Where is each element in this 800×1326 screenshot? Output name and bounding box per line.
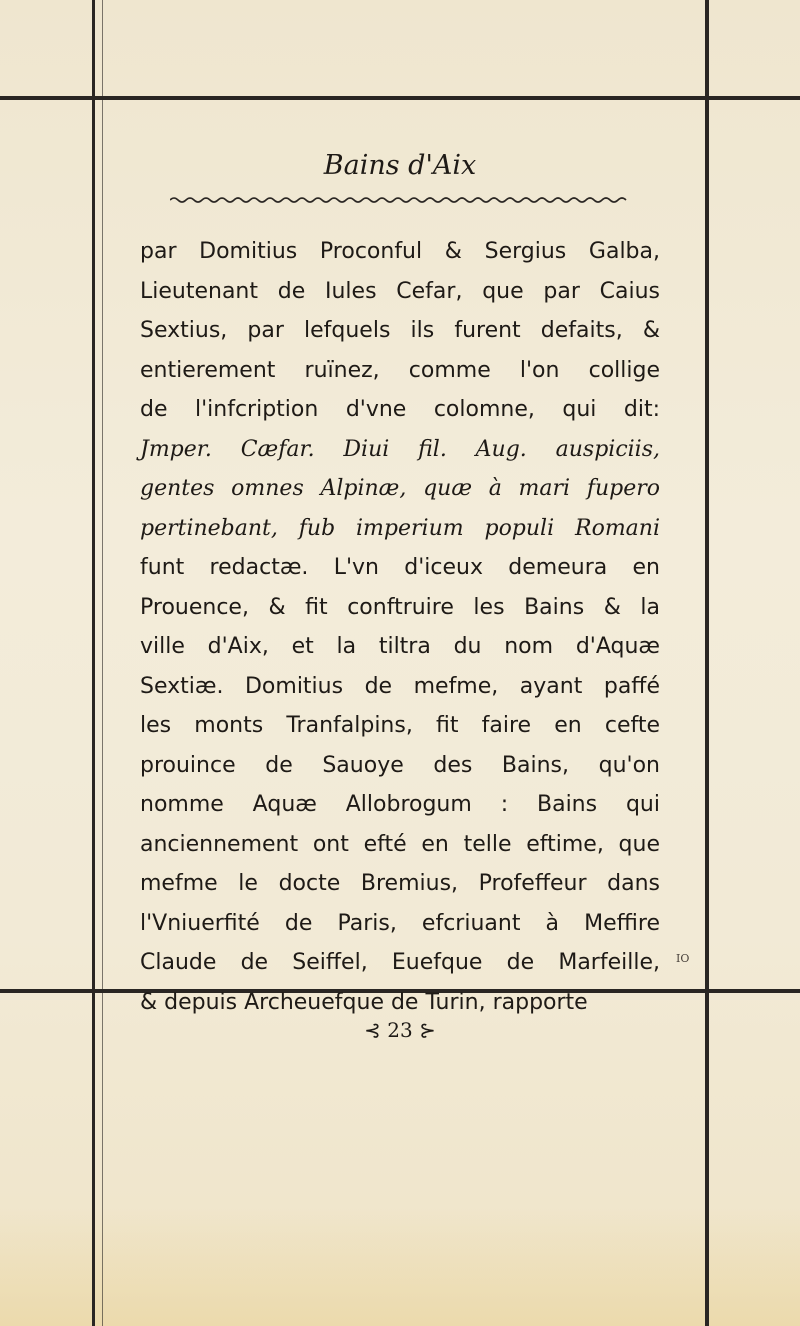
text-line: Lieutenant de Iules Cefar, que par Caius [140, 278, 660, 304]
text-line: Prouence, & fit conftruire les Bains & la [140, 594, 660, 620]
frame-left-inner-line [102, 0, 103, 1326]
text-line-italic [140, 430, 660, 470]
text-line: & depuis Archeuefque de Turin, rapporte [140, 989, 588, 1015]
text-line: de l'infcription d'vne colomne, qui dit: [140, 397, 660, 422]
italic-text: Jmper. Cæfar. Diui fil. Aug. auspiciis, [140, 436, 660, 462]
text-line: par Domitius Proconful & Sergius Galba, [140, 239, 660, 264]
text-line: nomme Aquæ Allobrogum : Bains qui [140, 792, 660, 817]
text-line: ville d'Aix, et la tiltra du nom d'Aquæ [140, 634, 660, 659]
frame-left-line [92, 0, 95, 1326]
text-line: Claude de Seiffel, Euefque de Marfeille, [140, 950, 660, 975]
page-header: Bains d'Aix [323, 150, 477, 181]
page-number [330, 1018, 470, 1042]
margin-line-number: IO [676, 952, 690, 965]
text-line: anciennement ont efté en telle eftime, que [140, 831, 660, 857]
ornament-right-icon: ⊱ [419, 1018, 436, 1042]
page-number-value: 23 [387, 1018, 413, 1042]
text-line: entierement ruïnez, comme l'on collige [140, 357, 660, 383]
text-line: mefme le docte Bremius, Profeffeur dans [140, 871, 660, 896]
text-line: funt redactæ. L'vn d'iceux demeura en [140, 555, 660, 580]
text-line-italic [140, 509, 660, 549]
italic-text: gentes omnes Alpinæ, quæ à mari fupero [140, 476, 660, 501]
text-line: prouince de Sauoye des Bains, qu'on [140, 752, 660, 778]
text-line: les monts Tranfalpins, fit faire en cefte [140, 713, 660, 738]
frame-top-line [0, 96, 800, 100]
frame-right-line [705, 0, 709, 1326]
header-ornament-rule [170, 196, 630, 204]
body-text [140, 232, 660, 1022]
text-line: Sextiæ. Domitius de mefme, ayant paffé [140, 673, 660, 699]
ornament-left-icon: ⊰ [364, 1018, 381, 1042]
text-line: Sextius, par lefquels ils furent defaits, & [140, 318, 660, 343]
text-line-italic [140, 469, 660, 509]
text-line: l'Vniuerfité de Paris, efcriuant à Meffire [140, 910, 660, 936]
italic-text: pertinebant, fub imperium populi Romani [140, 515, 660, 541]
